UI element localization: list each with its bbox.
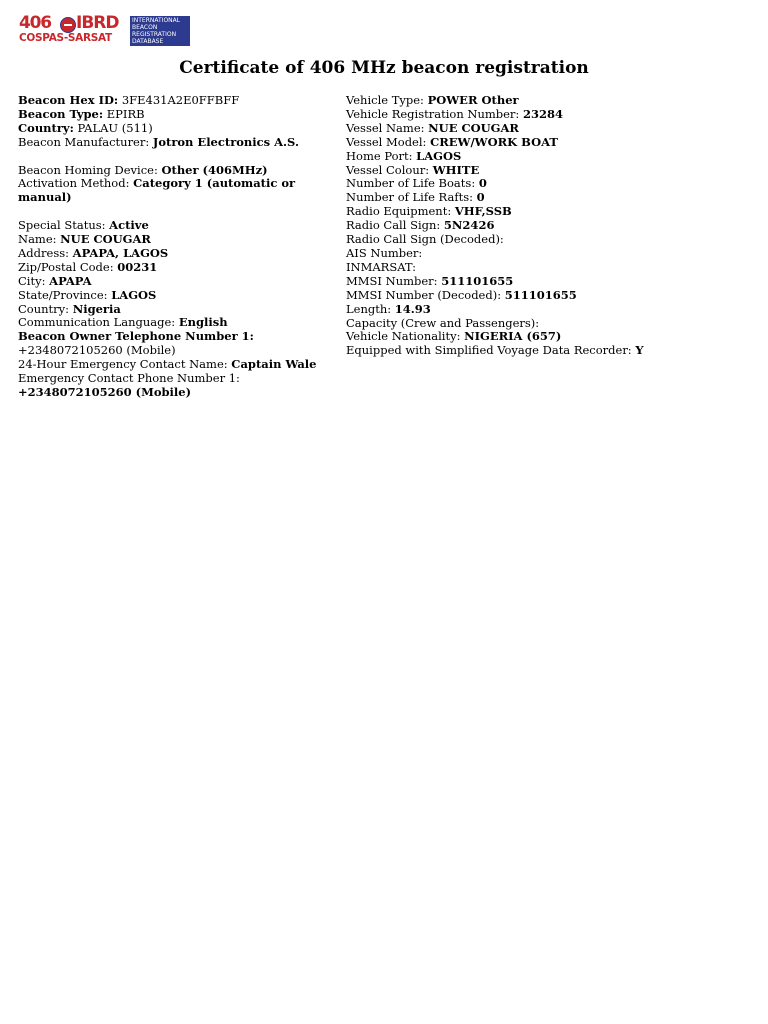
homing-device-row: Beacon Homing Device: Other (406MHz) xyxy=(18,162,268,177)
certificate-title: Certificate of 406 MHz beacon registration xyxy=(179,58,589,78)
vehicle-type-row: Vehicle Type: POWER Other xyxy=(346,93,519,107)
logo-cospas-sarsat: COSPAS-SARSAT xyxy=(19,32,112,44)
special-status-row: Special Status: Active xyxy=(18,218,149,233)
length-row: Length: 14.93 xyxy=(346,301,431,316)
radio-equipment-value: VHF,SSB xyxy=(454,204,512,219)
owner-country-value: Nigeria xyxy=(72,301,121,316)
mmsi-number-value: 511101655 xyxy=(441,273,514,288)
life-boats-row: Number of Life Boats: 0 xyxy=(346,176,487,191)
vessel-name-row: Vessel Name: NUE COUGAR xyxy=(346,120,519,135)
emergency-phone-value: +2348072105260 (Mobile) xyxy=(18,385,192,399)
mmsi-decoded-row: MMSI Number (Decoded): 511101655 xyxy=(346,287,577,302)
mmsi-number-row: MMSI Number: 511101655 xyxy=(346,273,514,288)
owner-name-value: NUE COUGAR xyxy=(60,232,151,247)
logo-database-box xyxy=(130,16,190,46)
logo-box-line: REGISTRATION xyxy=(132,31,177,39)
vehicle-registration-row: Vehicle Registration Number: 23284 xyxy=(346,106,563,121)
radio-call-sign-decoded-row: Radio Call Sign (Decoded): xyxy=(346,232,504,247)
life-boats-value: 0 xyxy=(478,176,487,191)
life-rafts-row: Number of Life Rafts: 0 xyxy=(346,190,485,205)
vdr-row: Equipped with Simplified Voyage Data Recorder: Y xyxy=(346,343,644,358)
vehicle-nationality-row: Vehicle Nationality: NIGERIA (657) xyxy=(346,329,562,344)
radio-call-sign-row: Radio Call Sign: 5N2426 xyxy=(346,218,495,233)
owner-phone-value: +2348072105260 (Mobile) xyxy=(18,343,176,358)
owner-city-value: APAPA xyxy=(49,273,92,288)
home-port-row: Home Port: LAGOS xyxy=(346,148,462,163)
activation-method-row: Activation Method: Category 1 (automatic or manual) xyxy=(18,176,296,205)
beacon-type-value: EPIRB xyxy=(106,106,145,121)
capacity-row: Capacity (Crew and Passengers): xyxy=(346,315,540,330)
vessel-colour-value: WHITE xyxy=(432,162,480,177)
emergency-contact-name-row: 24-Hour Emergency Contact Name: Captain Wale xyxy=(18,357,317,372)
beacon-manufacturer-row: Beacon Manufacturer: Jotron Electronics A.S. xyxy=(18,134,299,149)
logo-box-line: INTERNATIONAL xyxy=(132,17,181,24)
beacon-type-row: Beacon Type: EPIRB xyxy=(18,106,145,121)
vehicle-column xyxy=(346,94,761,358)
vessel-model-value: CREW/WORK BOAT xyxy=(430,134,558,149)
homing-device-value: Other (406MHz) xyxy=(161,162,268,177)
owner-address-row: Address: APAPA, LAGOS xyxy=(18,245,169,260)
inmarsat-row: INMARSAT: xyxy=(346,259,417,274)
beacon-manufacturer-value: Jotron Electronics A.S. xyxy=(152,134,299,149)
logo-406: 406 xyxy=(19,13,51,33)
beacon-country-value: PALAU (511) xyxy=(77,120,153,135)
home-port-value: LAGOS xyxy=(416,148,462,163)
special-status-value: Active xyxy=(109,218,149,233)
vdr-value: Y xyxy=(635,343,644,358)
life-rafts-value: 0 xyxy=(476,190,485,205)
logo-box-line: DATABASE xyxy=(132,38,164,46)
emergency-contact-name-value: Captain Wale xyxy=(231,357,317,372)
vessel-name-value: NUE COUGAR xyxy=(428,120,519,135)
ibrd-logo xyxy=(18,13,190,46)
logo-ibrd: IBRD xyxy=(76,13,119,33)
owner-state-value: LAGOS xyxy=(111,287,157,302)
emergency-phone-label: Emergency Contact Phone Number 1: xyxy=(18,371,240,386)
beacon-country-row: Country: PALAU (511) xyxy=(18,120,153,135)
owner-zip-value: 00231 xyxy=(117,259,158,274)
owner-country-row: Country: Nigeria xyxy=(18,301,121,316)
logo-box-line: BEACON xyxy=(132,24,158,32)
owner-state-row: State/Province: LAGOS xyxy=(18,287,157,302)
beacon-hex-row: Beacon Hex ID: 3FE431A2E0FFBFF xyxy=(18,93,240,107)
ais-number-row: AIS Number: xyxy=(346,245,423,260)
mmsi-decoded-value: 511101655 xyxy=(504,287,577,302)
beacon-owner-column xyxy=(18,94,336,400)
owner-language-value: English xyxy=(178,315,228,330)
length-value: 14.93 xyxy=(394,301,431,316)
owner-city-row: City: APAPA xyxy=(18,273,92,288)
owner-address-value: APAPA, LAGOS xyxy=(72,245,169,260)
owner-phone-label: Beacon Owner Telephone Number 1: xyxy=(18,329,254,344)
owner-zip-row: Zip/Postal Code: 00231 xyxy=(18,259,158,274)
vehicle-registration-value: 23284 xyxy=(522,106,563,121)
owner-name-row: Name: NUE COUGAR xyxy=(18,232,151,247)
radio-equipment-row: Radio Equipment: VHF,SSB xyxy=(346,204,512,219)
globe-icon xyxy=(60,17,76,33)
logo-wordmark xyxy=(18,13,130,46)
vessel-model-row: Vessel Model: CREW/WORK BOAT xyxy=(346,134,558,149)
activation-method-value: Category 1 (automatic or manual) xyxy=(18,176,296,205)
beacon-hex-value: 3FE431A2E0FFBFF xyxy=(121,93,240,107)
radio-call-sign-value: 5N2426 xyxy=(443,218,495,233)
owner-language-row: Communication Language: English xyxy=(18,315,228,330)
vehicle-type-value: POWER Other xyxy=(427,93,519,107)
vehicle-nationality-value: NIGERIA (657) xyxy=(464,329,562,344)
vessel-colour-row: Vessel Colour: WHITE xyxy=(346,162,480,177)
